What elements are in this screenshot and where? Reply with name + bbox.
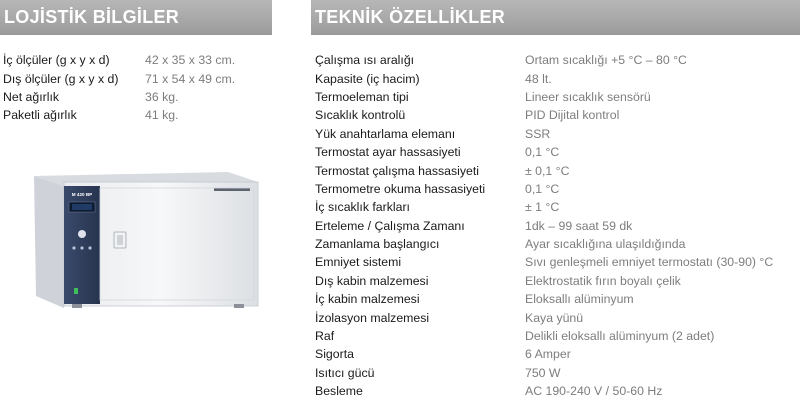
spec-label: Dış ölçüler (g x y x d) <box>3 71 119 86</box>
spec-value: AC 190-240 V / 50-60 Hz <box>525 384 663 399</box>
table-row <box>315 364 773 382</box>
spec-value: 1dk – 99 saat 59 dk <box>525 218 633 233</box>
table-row <box>315 51 773 69</box>
spec-value: Kaya yünü <box>525 310 584 325</box>
table-row <box>315 382 773 400</box>
spec-value: ± 1 °C <box>525 200 560 215</box>
table-row <box>315 290 773 308</box>
table-row <box>315 272 773 290</box>
spec-label: Çalışma ısı aralığı <box>315 53 415 68</box>
table-row <box>3 51 235 69</box>
spec-value: 48 lt. <box>525 71 552 86</box>
table-row <box>3 69 235 87</box>
table-row <box>315 106 773 124</box>
spec-label: Termostat çalışma hassasiyeti <box>315 163 480 178</box>
table-row <box>315 253 773 271</box>
spec-value: Lineer sıcaklık sensörü <box>525 89 651 104</box>
table-row <box>315 69 773 87</box>
spec-value: 41 kg. <box>145 108 179 123</box>
logistics-header: LOJİSTİK BİLGİLER <box>0 0 272 35</box>
display-screen <box>72 204 92 210</box>
spec-label: Raf <box>315 329 335 344</box>
spec-label: Sigorta <box>315 347 354 362</box>
spec-label: Termostat ayar hassasiyeti <box>315 145 461 160</box>
spec-value: Ayar sıcaklığına ulaşıldığında <box>525 237 686 252</box>
spec-value: 750 W <box>525 365 561 380</box>
table-row <box>315 161 773 179</box>
spec-value: 42 x 35 x 33 cm. <box>145 53 236 68</box>
table-row <box>3 106 235 124</box>
handle-inner <box>117 235 123 245</box>
spec-value: PID Dijital kontrol <box>525 108 620 123</box>
spec-value: Eloksallı alüminyum <box>525 292 634 307</box>
model-label: M 420 BP <box>71 192 93 197</box>
brand-logo <box>214 188 250 191</box>
spec-label: Termometre okuma hassasiyeti <box>315 181 486 196</box>
incubator-image <box>28 168 260 310</box>
technical-table <box>315 51 773 400</box>
cabinet-foot <box>72 304 82 308</box>
spec-value: ± 0,1 °C <box>525 163 570 178</box>
spec-label: İç kabin malzemesi <box>315 292 420 307</box>
spec-value: 71 x 54 x 49 cm. <box>145 71 236 86</box>
spec-value: Delikli eloksallı alüminyum (2 adet) <box>525 329 715 344</box>
spec-value: 36 kg. <box>145 89 179 104</box>
spec-value: 6 Amper <box>525 347 571 362</box>
spec-value: Elektrostatik fırın boyalı çelik <box>525 273 681 288</box>
table-row <box>315 327 773 345</box>
table-row <box>315 235 773 253</box>
cabinet-foot <box>234 304 244 308</box>
spec-label: İç sıcaklık farkları <box>315 200 410 215</box>
spec-label: Zamanlama başlangıcı <box>315 237 440 252</box>
spec-value: 0,1 °C <box>525 145 560 160</box>
table-row <box>3 88 235 106</box>
indicator-light <box>88 246 91 249</box>
spec-value: 0,1 °C <box>525 181 560 196</box>
spec-value: Ortam sıcaklığı +5 °C – 80 °C <box>525 53 687 68</box>
spec-label: İzolasyon malzemesi <box>315 310 430 325</box>
power-switch[interactable] <box>74 288 78 294</box>
spec-label: Termoeleman tipi <box>315 89 409 104</box>
spec-label: Paketli ağırlık <box>3 108 77 123</box>
spec-label: Yük anahtarlama elemanı <box>315 126 456 141</box>
table-row <box>315 198 773 216</box>
indicator-light <box>72 246 75 249</box>
spec-label: Dış kabin malzemesi <box>315 273 429 288</box>
spec-label: Kapasite (iç hacim) <box>315 71 420 86</box>
spec-label: Besleme <box>315 384 363 399</box>
table-row <box>315 143 773 161</box>
spec-value: SSR <box>525 126 551 141</box>
technical-header: TEKNİK ÖZELLİKLER <box>311 0 800 35</box>
spec-label: Erteleme / Çalışma Zamanı <box>315 218 465 233</box>
table-row <box>315 180 773 198</box>
indicator-light <box>80 246 83 249</box>
cabinet-side <box>34 176 64 308</box>
spec-label: Isıtıcı gücü <box>315 365 375 380</box>
spec-label: Emniyet sistemi <box>315 255 402 270</box>
spec-label: Net ağırlık <box>3 89 60 104</box>
table-row <box>315 345 773 363</box>
spec-value: Sıvı genleşmeli emniyet termostatı (30-90) °C <box>525 255 774 270</box>
table-row <box>315 88 773 106</box>
logistics-table <box>3 51 235 125</box>
spec-label: İç ölçüler (g x y x d) <box>3 53 110 68</box>
table-row <box>315 217 773 235</box>
table-row <box>315 125 773 143</box>
spec-label: Sıcaklık kontrolü <box>315 108 406 123</box>
control-knob[interactable] <box>78 230 86 238</box>
table-row <box>315 308 773 326</box>
